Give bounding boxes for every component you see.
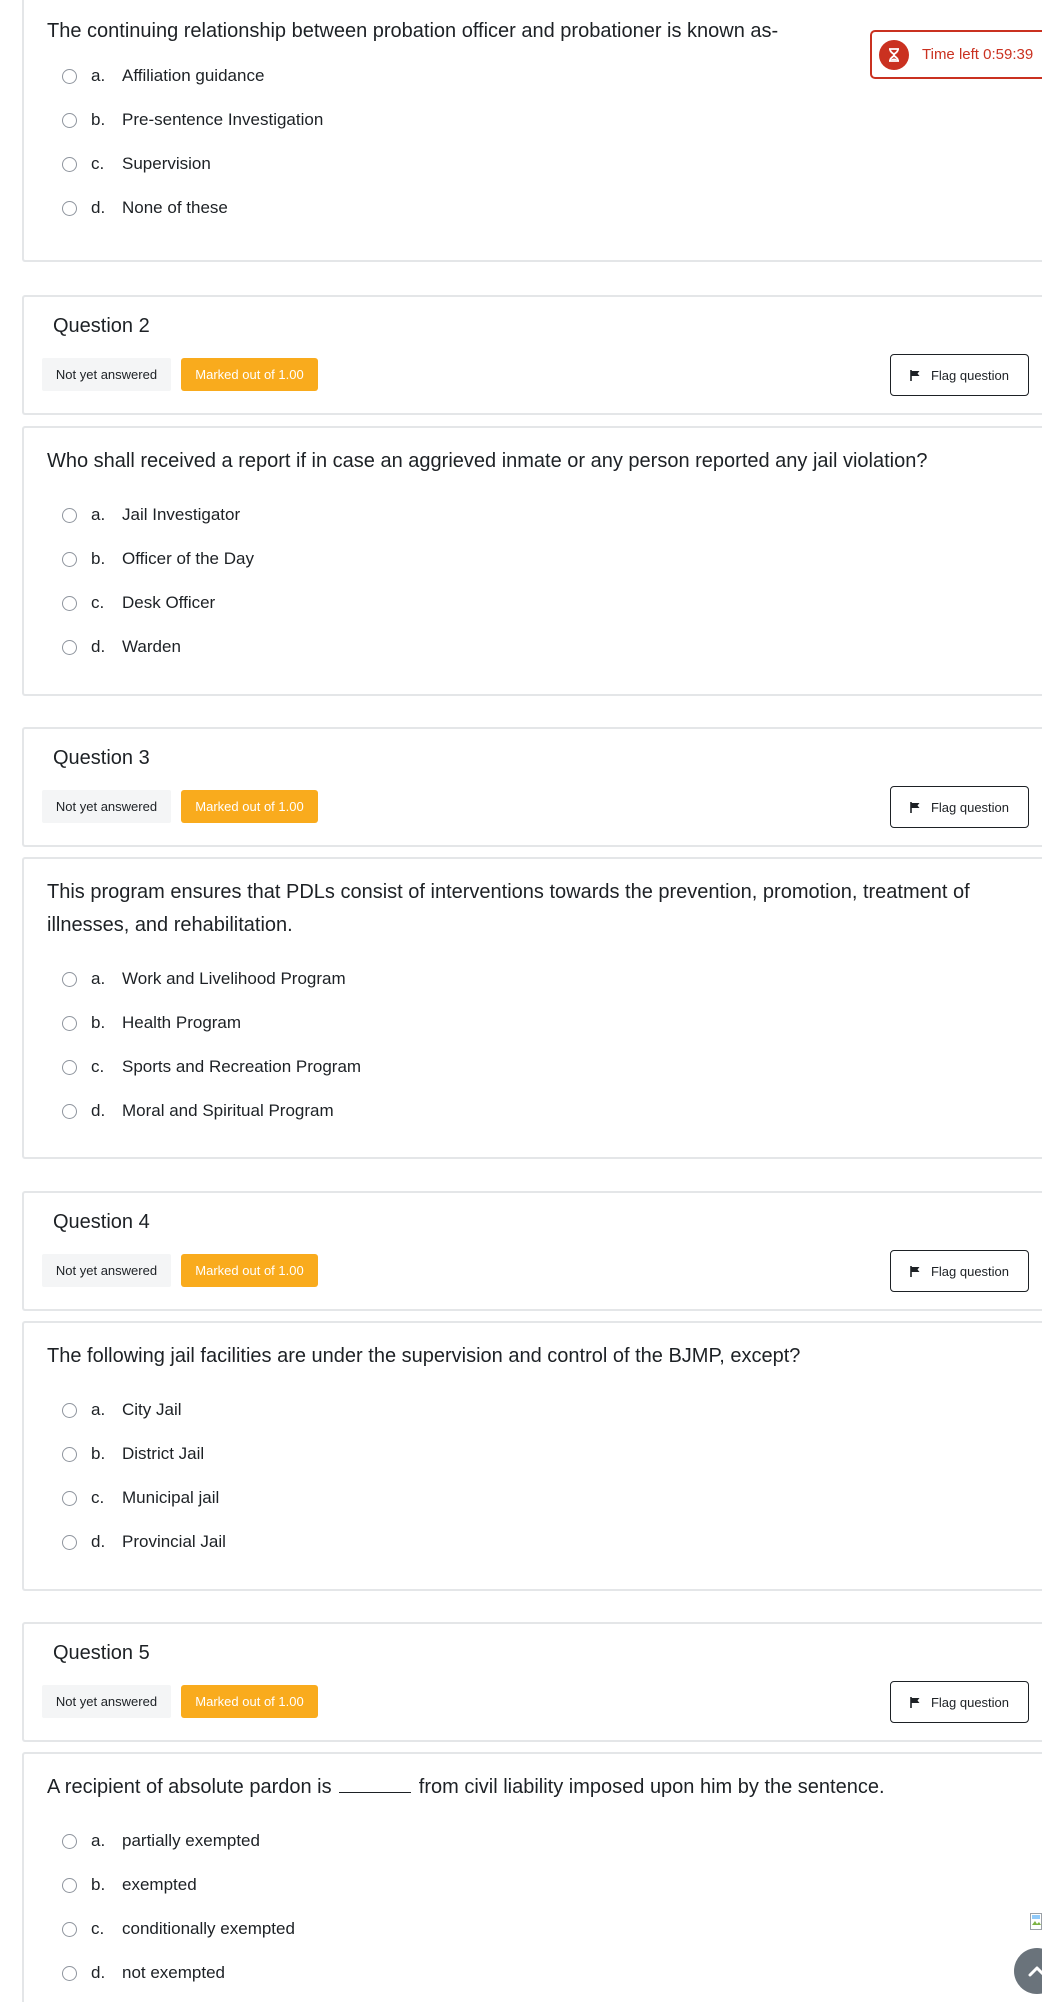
answer-option-d[interactable] bbox=[62, 635, 181, 659]
question-4-info bbox=[22, 1191, 1042, 1311]
question-text: The following jail facilities are under the supervision and control of the BJMP, except? bbox=[47, 1345, 801, 1367]
answer-letter: c. bbox=[91, 1488, 105, 1507]
chevron-up-icon bbox=[1028, 1965, 1042, 1977]
flag-question-label: Flag question bbox=[930, 1694, 1010, 1710]
answer-letter: d. bbox=[91, 1101, 106, 1120]
answer-option-c[interactable] bbox=[62, 152, 211, 176]
radio-button[interactable] bbox=[62, 1060, 77, 1075]
answer-letter: d. bbox=[91, 198, 106, 217]
answer-letter: d. bbox=[91, 1963, 106, 1982]
answer-text: Municipal jail bbox=[122, 1488, 220, 1507]
flag-question-button[interactable] bbox=[890, 1681, 1029, 1723]
answer-state-badge: Not yet answered bbox=[42, 1254, 171, 1287]
flag-question-label: Flag question bbox=[930, 367, 1010, 383]
radio-button[interactable] bbox=[62, 157, 77, 172]
radio-button[interactable] bbox=[62, 1966, 77, 1981]
answer-letter: a. bbox=[91, 1831, 106, 1850]
flag-icon bbox=[910, 370, 921, 381]
answer-letter: b. bbox=[91, 1875, 106, 1894]
answer-letter: b. bbox=[91, 1013, 106, 1032]
question-text: This program ensures that PDLs consist of interventions towards the prevention, promotion, treatment of illnesses, and rehabilitation. bbox=[47, 881, 970, 936]
radio-button[interactable] bbox=[62, 113, 77, 128]
answer-text: Jail Investigator bbox=[122, 505, 241, 524]
flag-icon bbox=[910, 1697, 921, 1708]
broken-image-icon bbox=[1030, 1913, 1042, 1930]
answer-letter: c. bbox=[91, 154, 105, 173]
question-number: Question 5 bbox=[53, 1642, 150, 1664]
flag-question-label: Flag question bbox=[930, 799, 1010, 815]
marks-badge: Marked out of 1.00 bbox=[181, 1685, 318, 1718]
answer-letter: d. bbox=[91, 1532, 106, 1551]
marks-badge: Marked out of 1.00 bbox=[181, 358, 318, 391]
answer-state-badge: Not yet answered bbox=[42, 790, 171, 823]
answer-letter: a. bbox=[91, 1400, 106, 1419]
answer-text: Pre-sentence Investigation bbox=[122, 110, 324, 129]
answer-letter: b. bbox=[91, 110, 106, 129]
answer-option-a[interactable] bbox=[62, 967, 346, 991]
answer-option-a[interactable] bbox=[62, 1398, 182, 1422]
answer-option-a[interactable] bbox=[62, 503, 240, 527]
answer-option-b[interactable] bbox=[62, 108, 323, 132]
radio-button[interactable] bbox=[62, 201, 77, 216]
answer-option-d[interactable] bbox=[62, 1099, 334, 1123]
answer-text: None of these bbox=[122, 198, 228, 217]
radio-button[interactable] bbox=[62, 1922, 77, 1937]
radio-button[interactable] bbox=[62, 1104, 77, 1119]
question-number: Question 2 bbox=[53, 315, 150, 337]
radio-button[interactable] bbox=[62, 552, 77, 567]
answer-option-c[interactable] bbox=[62, 591, 215, 615]
answer-text: Moral and Spiritual Program bbox=[122, 1101, 334, 1120]
radio-button[interactable] bbox=[62, 69, 77, 84]
answer-letter: a. bbox=[91, 969, 106, 988]
question-4-content bbox=[22, 1321, 1042, 1591]
question-text: Who shall received a report if in case an aggrieved inmate or any person reported any jail violation? bbox=[47, 450, 928, 472]
answer-text: conditionally exempted bbox=[122, 1919, 295, 1938]
radio-button[interactable] bbox=[62, 1878, 77, 1893]
answer-letter: a. bbox=[91, 505, 106, 524]
radio-button[interactable] bbox=[62, 1535, 77, 1550]
answer-letter: c. bbox=[91, 1919, 105, 1938]
flag-question-label: Flag question bbox=[930, 1263, 1010, 1279]
answer-text: Supervision bbox=[122, 154, 211, 173]
radio-button[interactable] bbox=[62, 972, 77, 987]
answer-text: exempted bbox=[122, 1875, 197, 1894]
marks-badge: Marked out of 1.00 bbox=[181, 1254, 318, 1287]
question-2-content bbox=[22, 426, 1042, 696]
fill-in-blank bbox=[339, 1773, 411, 1793]
answer-state-badge: Not yet answered bbox=[42, 1685, 171, 1718]
answer-option-b[interactable] bbox=[62, 547, 254, 571]
radio-button[interactable] bbox=[62, 1016, 77, 1031]
answer-letter: a. bbox=[91, 66, 106, 85]
flag-icon bbox=[910, 1266, 921, 1277]
answer-text: not exempted bbox=[122, 1963, 226, 1982]
answer-letter: b. bbox=[91, 549, 106, 568]
question-3-content bbox=[22, 857, 1042, 1159]
quiz-timer bbox=[870, 30, 1042, 79]
question-number: Question 3 bbox=[53, 747, 150, 769]
radio-button[interactable] bbox=[62, 1834, 77, 1849]
answer-option-b[interactable] bbox=[62, 1011, 241, 1035]
question-5-content bbox=[22, 1752, 1042, 2002]
answer-letter: c. bbox=[91, 593, 105, 612]
answer-state-badge: Not yet answered bbox=[42, 358, 171, 391]
radio-button[interactable] bbox=[62, 596, 77, 611]
flag-question-button[interactable] bbox=[890, 786, 1029, 828]
radio-button[interactable] bbox=[62, 1491, 77, 1506]
answer-option-d[interactable] bbox=[62, 1530, 226, 1554]
answer-text: Affiliation guidance bbox=[122, 66, 265, 85]
answer-text: City Jail bbox=[122, 1400, 182, 1419]
answer-letter: b. bbox=[91, 1444, 106, 1463]
answer-letter: d. bbox=[91, 637, 106, 656]
radio-button[interactable] bbox=[62, 640, 77, 655]
answer-option-d[interactable] bbox=[62, 1961, 225, 1985]
timer-label: Time left 0:59:39 bbox=[922, 46, 1034, 63]
answer-option-b[interactable] bbox=[62, 1442, 204, 1466]
answer-option-d[interactable] bbox=[62, 196, 228, 220]
question-2-info bbox=[22, 295, 1042, 415]
answer-option-a[interactable] bbox=[62, 1829, 260, 1853]
answer-text: Health Program bbox=[122, 1013, 242, 1032]
answer-option-c[interactable] bbox=[62, 1917, 295, 1941]
question-text: The continuing relationship between probation officer and probationer is known as- bbox=[47, 20, 779, 42]
question-text bbox=[47, 1771, 1022, 1804]
question-text-end: from civil liability imposed upon him by the sentence. bbox=[418, 1776, 885, 1798]
question-5-info bbox=[22, 1622, 1042, 1742]
flag-question-button[interactable] bbox=[890, 1250, 1029, 1292]
answer-option-a[interactable] bbox=[62, 64, 264, 88]
question-text-start: A recipient of absolute pardon is bbox=[47, 1776, 332, 1798]
answer-text: Warden bbox=[122, 637, 181, 656]
flag-question-button[interactable] bbox=[890, 354, 1029, 396]
question-3-info bbox=[22, 727, 1042, 847]
answer-text: Desk Officer bbox=[122, 593, 216, 612]
answer-letter: c. bbox=[91, 1057, 105, 1076]
radio-button[interactable] bbox=[62, 1403, 77, 1418]
answer-text: District Jail bbox=[122, 1444, 205, 1463]
answer-text: Sports and Recreation Program bbox=[122, 1057, 362, 1076]
hourglass-icon bbox=[879, 40, 909, 70]
flag-icon bbox=[910, 802, 921, 813]
question-number: Question 4 bbox=[53, 1211, 150, 1233]
answer-text: Officer of the Day bbox=[122, 549, 254, 568]
radio-button[interactable] bbox=[62, 508, 77, 523]
answer-option-c[interactable] bbox=[62, 1055, 361, 1079]
answer-text: Work and Livelihood Program bbox=[122, 969, 346, 988]
marks-badge: Marked out of 1.00 bbox=[181, 790, 318, 823]
answer-option-c[interactable] bbox=[62, 1486, 219, 1510]
answer-text: partially exempted bbox=[122, 1831, 260, 1850]
radio-button[interactable] bbox=[62, 1447, 77, 1462]
answer-option-b[interactable] bbox=[62, 1873, 197, 1897]
answer-text: Provincial Jail bbox=[122, 1532, 226, 1551]
